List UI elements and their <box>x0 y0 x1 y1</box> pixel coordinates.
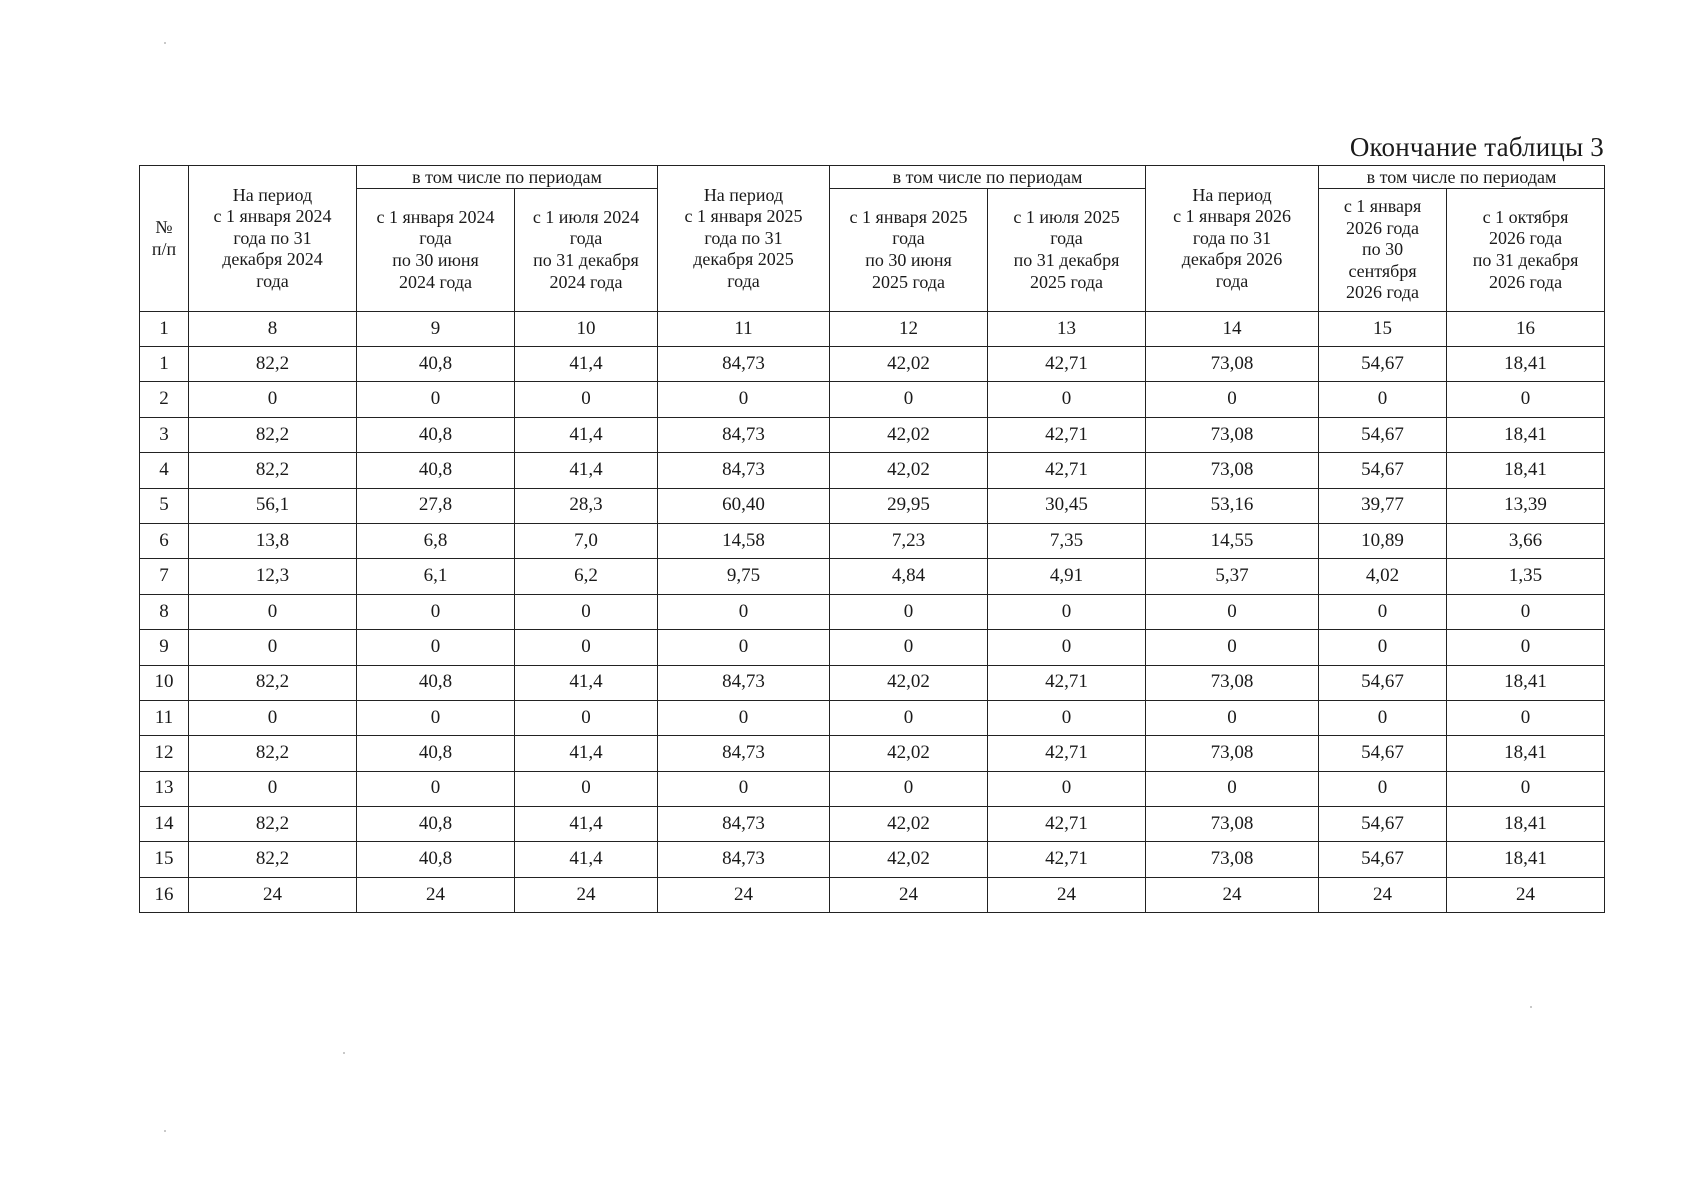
value-cell: 18,41 <box>1447 453 1605 488</box>
value-cell: 73,08 <box>1146 417 1319 452</box>
table-row <box>140 700 1605 735</box>
header-2026-q1-q3: с 1 января 2026 года по 30 сентября 2026 года <box>1319 189 1447 312</box>
table-row <box>140 736 1605 771</box>
value-cell: 41,4 <box>515 736 658 771</box>
row-number-cell: 7 <box>140 559 189 594</box>
value-cell: 42,02 <box>830 347 988 382</box>
row-number-cell: 11 <box>140 700 189 735</box>
value-cell: 0 <box>1146 594 1319 629</box>
scan-speck <box>164 1130 166 1132</box>
row-number-cell: 3 <box>140 417 189 452</box>
row-number-cell: 14 <box>140 807 189 842</box>
value-cell: 0 <box>515 382 658 417</box>
value-cell: 42,71 <box>988 842 1146 877</box>
table-row <box>140 523 1605 558</box>
header-2025-h2: с 1 июля 2025 года по 31 декабря 2025 года <box>988 189 1146 312</box>
value-cell: 0 <box>1319 700 1447 735</box>
value-cell: 84,73 <box>658 417 830 452</box>
value-cell: 73,08 <box>1146 347 1319 382</box>
value-cell: 0 <box>1146 630 1319 665</box>
value-cell: 82,2 <box>189 665 357 700</box>
value-cell: 0 <box>1447 630 1605 665</box>
value-cell: 41,4 <box>515 842 658 877</box>
value-cell: 0 <box>830 771 988 806</box>
column-number: 12 <box>830 312 988 347</box>
value-cell: 54,67 <box>1319 842 1447 877</box>
table-row <box>140 453 1605 488</box>
row-number-cell: 6 <box>140 523 189 558</box>
column-number: 9 <box>357 312 515 347</box>
value-cell: 27,8 <box>357 488 515 523</box>
value-cell: 40,8 <box>357 417 515 452</box>
value-cell: 82,2 <box>189 842 357 877</box>
value-cell: 82,2 <box>189 736 357 771</box>
data-table <box>139 165 1605 913</box>
value-cell: 13,8 <box>189 523 357 558</box>
header-row-groups <box>140 166 1605 189</box>
header-2025-h1: с 1 января 2025 года по 30 июня 2025 года <box>830 189 988 312</box>
header-number: № п/п <box>140 166 189 312</box>
value-cell: 28,3 <box>515 488 658 523</box>
row-number-cell: 10 <box>140 665 189 700</box>
value-cell: 0 <box>1319 630 1447 665</box>
value-cell: 54,67 <box>1319 453 1447 488</box>
value-cell: 5,37 <box>1146 559 1319 594</box>
value-cell: 82,2 <box>189 347 357 382</box>
header-group-2024: в том числе по периодам <box>357 166 658 189</box>
column-number: 15 <box>1319 312 1447 347</box>
value-cell: 24 <box>1146 877 1319 912</box>
table-row <box>140 842 1605 877</box>
row-number-cell: 4 <box>140 453 189 488</box>
column-number: 10 <box>515 312 658 347</box>
value-cell: 14,58 <box>658 523 830 558</box>
value-cell: 6,8 <box>357 523 515 558</box>
value-cell: 73,08 <box>1146 453 1319 488</box>
value-cell: 73,08 <box>1146 807 1319 842</box>
value-cell: 0 <box>1146 700 1319 735</box>
header-row-subperiods <box>140 189 1605 312</box>
value-cell: 4,02 <box>1319 559 1447 594</box>
row-number-cell: 5 <box>140 488 189 523</box>
value-cell: 54,67 <box>1319 665 1447 700</box>
value-cell: 41,4 <box>515 807 658 842</box>
value-cell: 18,41 <box>1447 842 1605 877</box>
value-cell: 84,73 <box>658 347 830 382</box>
value-cell: 0 <box>189 771 357 806</box>
value-cell: 54,67 <box>1319 807 1447 842</box>
header-2026-q4: с 1 октября 2026 года по 31 декабря 2026 года <box>1447 189 1605 312</box>
value-cell: 82,2 <box>189 453 357 488</box>
row-number-cell: 12 <box>140 736 189 771</box>
value-cell: 0 <box>1447 700 1605 735</box>
value-cell: 42,02 <box>830 736 988 771</box>
value-cell: 0 <box>988 630 1146 665</box>
value-cell: 82,2 <box>189 807 357 842</box>
value-cell: 0 <box>1146 382 1319 417</box>
value-cell: 7,35 <box>988 523 1146 558</box>
value-cell: 42,71 <box>988 453 1146 488</box>
table-row <box>140 382 1605 417</box>
value-cell: 0 <box>658 382 830 417</box>
value-cell: 0 <box>1319 771 1447 806</box>
row-number-cell: 15 <box>140 842 189 877</box>
table-caption: Окончание таблицы 3 <box>1349 132 1604 162</box>
value-cell: 30,45 <box>988 488 1146 523</box>
value-cell: 84,73 <box>658 736 830 771</box>
value-cell: 0 <box>189 700 357 735</box>
value-cell: 0 <box>357 382 515 417</box>
table-row <box>140 771 1605 806</box>
value-cell: 41,4 <box>515 417 658 452</box>
value-cell: 1,35 <box>1447 559 1605 594</box>
value-cell: 0 <box>515 594 658 629</box>
table-row <box>140 807 1605 842</box>
value-cell: 82,2 <box>189 417 357 452</box>
value-cell: 24 <box>515 877 658 912</box>
column-number: 16 <box>1447 312 1605 347</box>
value-cell: 0 <box>357 771 515 806</box>
value-cell: 42,02 <box>830 842 988 877</box>
value-cell: 42,71 <box>988 736 1146 771</box>
value-cell: 0 <box>1319 594 1447 629</box>
value-cell: 12,3 <box>189 559 357 594</box>
value-cell: 39,77 <box>1319 488 1447 523</box>
value-cell: 18,41 <box>1447 736 1605 771</box>
header-period-2026-total: На период с 1 января 2026 года по 31 декабря 2026 года <box>1146 166 1319 312</box>
value-cell: 0 <box>357 594 515 629</box>
value-cell: 0 <box>1146 771 1319 806</box>
value-cell: 0 <box>988 382 1146 417</box>
value-cell: 53,16 <box>1146 488 1319 523</box>
value-cell: 41,4 <box>515 665 658 700</box>
column-number: 8 <box>189 312 357 347</box>
value-cell: 24 <box>658 877 830 912</box>
row-number-cell: 13 <box>140 771 189 806</box>
value-cell: 0 <box>830 630 988 665</box>
value-cell: 41,4 <box>515 347 658 382</box>
table-row <box>140 630 1605 665</box>
value-cell: 42,02 <box>830 417 988 452</box>
value-cell: 24 <box>189 877 357 912</box>
scan-speck <box>164 42 166 44</box>
value-cell: 40,8 <box>357 665 515 700</box>
value-cell: 73,08 <box>1146 665 1319 700</box>
value-cell: 41,4 <box>515 453 658 488</box>
header-group-2026: в том числе по периодам <box>1319 166 1605 189</box>
table-row <box>140 594 1605 629</box>
column-number: 1 <box>140 312 189 347</box>
value-cell: 6,1 <box>357 559 515 594</box>
scan-speck <box>1530 1006 1532 1008</box>
row-number-cell: 2 <box>140 382 189 417</box>
row-number-cell: 1 <box>140 347 189 382</box>
header-period-2024-total: На период с 1 января 2024 года по 31 декабря 2024 года <box>189 166 357 312</box>
value-cell: 0 <box>515 771 658 806</box>
value-cell: 0 <box>988 700 1146 735</box>
table-row <box>140 665 1605 700</box>
table-row <box>140 559 1605 594</box>
value-cell: 24 <box>988 877 1146 912</box>
value-cell: 40,8 <box>357 807 515 842</box>
value-cell: 0 <box>515 630 658 665</box>
value-cell: 0 <box>988 594 1146 629</box>
value-cell: 4,84 <box>830 559 988 594</box>
value-cell: 0 <box>189 630 357 665</box>
value-cell: 24 <box>1447 877 1605 912</box>
header-2024-h1: с 1 января 2024 года по 30 июня 2024 года <box>357 189 515 312</box>
value-cell: 4,91 <box>988 559 1146 594</box>
value-cell: 84,73 <box>658 453 830 488</box>
value-cell: 7,0 <box>515 523 658 558</box>
value-cell: 0 <box>189 594 357 629</box>
value-cell: 60,40 <box>658 488 830 523</box>
value-cell: 73,08 <box>1146 842 1319 877</box>
header-period-2025-total: На период с 1 января 2025 года по 31 декабря 2025 года <box>658 166 830 312</box>
value-cell: 42,71 <box>988 347 1146 382</box>
header-group-2025: в том числе по периодам <box>830 166 1146 189</box>
column-number: 14 <box>1146 312 1319 347</box>
row-number-cell: 9 <box>140 630 189 665</box>
value-cell: 18,41 <box>1447 665 1605 700</box>
value-cell: 73,08 <box>1146 736 1319 771</box>
value-cell: 18,41 <box>1447 347 1605 382</box>
value-cell: 13,39 <box>1447 488 1605 523</box>
value-cell: 0 <box>830 700 988 735</box>
value-cell: 84,73 <box>658 807 830 842</box>
value-cell: 0 <box>357 630 515 665</box>
value-cell: 0 <box>658 630 830 665</box>
value-cell: 42,71 <box>988 665 1146 700</box>
value-cell: 0 <box>1447 594 1605 629</box>
value-cell: 0 <box>658 594 830 629</box>
value-cell: 14,55 <box>1146 523 1319 558</box>
column-number: 13 <box>988 312 1146 347</box>
value-cell: 54,67 <box>1319 417 1447 452</box>
value-cell: 3,66 <box>1447 523 1605 558</box>
value-cell: 0 <box>830 382 988 417</box>
scan-speck <box>343 1052 345 1054</box>
value-cell: 42,02 <box>830 807 988 842</box>
value-cell: 54,67 <box>1319 736 1447 771</box>
value-cell: 0 <box>1447 771 1605 806</box>
value-cell: 0 <box>658 771 830 806</box>
table-row <box>140 347 1605 382</box>
column-number: 11 <box>658 312 830 347</box>
value-cell: 0 <box>1447 382 1605 417</box>
value-cell: 40,8 <box>357 347 515 382</box>
value-cell: 40,8 <box>357 842 515 877</box>
value-cell: 18,41 <box>1447 417 1605 452</box>
column-number-row <box>140 312 1605 347</box>
value-cell: 24 <box>830 877 988 912</box>
value-cell: 42,71 <box>988 417 1146 452</box>
value-cell: 9,75 <box>658 559 830 594</box>
table-row <box>140 488 1605 523</box>
value-cell: 42,02 <box>830 665 988 700</box>
value-cell: 0 <box>1319 382 1447 417</box>
value-cell: 40,8 <box>357 736 515 771</box>
table-row <box>140 417 1605 452</box>
value-cell: 24 <box>1319 877 1447 912</box>
table-row <box>140 877 1605 912</box>
value-cell: 7,23 <box>830 523 988 558</box>
value-cell: 56,1 <box>189 488 357 523</box>
value-cell: 0 <box>189 382 357 417</box>
value-cell: 18,41 <box>1447 807 1605 842</box>
value-cell: 6,2 <box>515 559 658 594</box>
value-cell: 0 <box>515 700 658 735</box>
value-cell: 0 <box>357 700 515 735</box>
value-cell: 0 <box>988 771 1146 806</box>
header-2024-h2: с 1 июля 2024 года по 31 декабря 2024 года <box>515 189 658 312</box>
value-cell: 10,89 <box>1319 523 1447 558</box>
row-number-cell: 16 <box>140 877 189 912</box>
value-cell: 40,8 <box>357 453 515 488</box>
value-cell: 24 <box>357 877 515 912</box>
value-cell: 0 <box>830 594 988 629</box>
value-cell: 42,02 <box>830 453 988 488</box>
value-cell: 54,67 <box>1319 347 1447 382</box>
value-cell: 0 <box>658 700 830 735</box>
value-cell: 84,73 <box>658 665 830 700</box>
value-cell: 42,71 <box>988 807 1146 842</box>
value-cell: 29,95 <box>830 488 988 523</box>
value-cell: 84,73 <box>658 842 830 877</box>
row-number-cell: 8 <box>140 594 189 629</box>
